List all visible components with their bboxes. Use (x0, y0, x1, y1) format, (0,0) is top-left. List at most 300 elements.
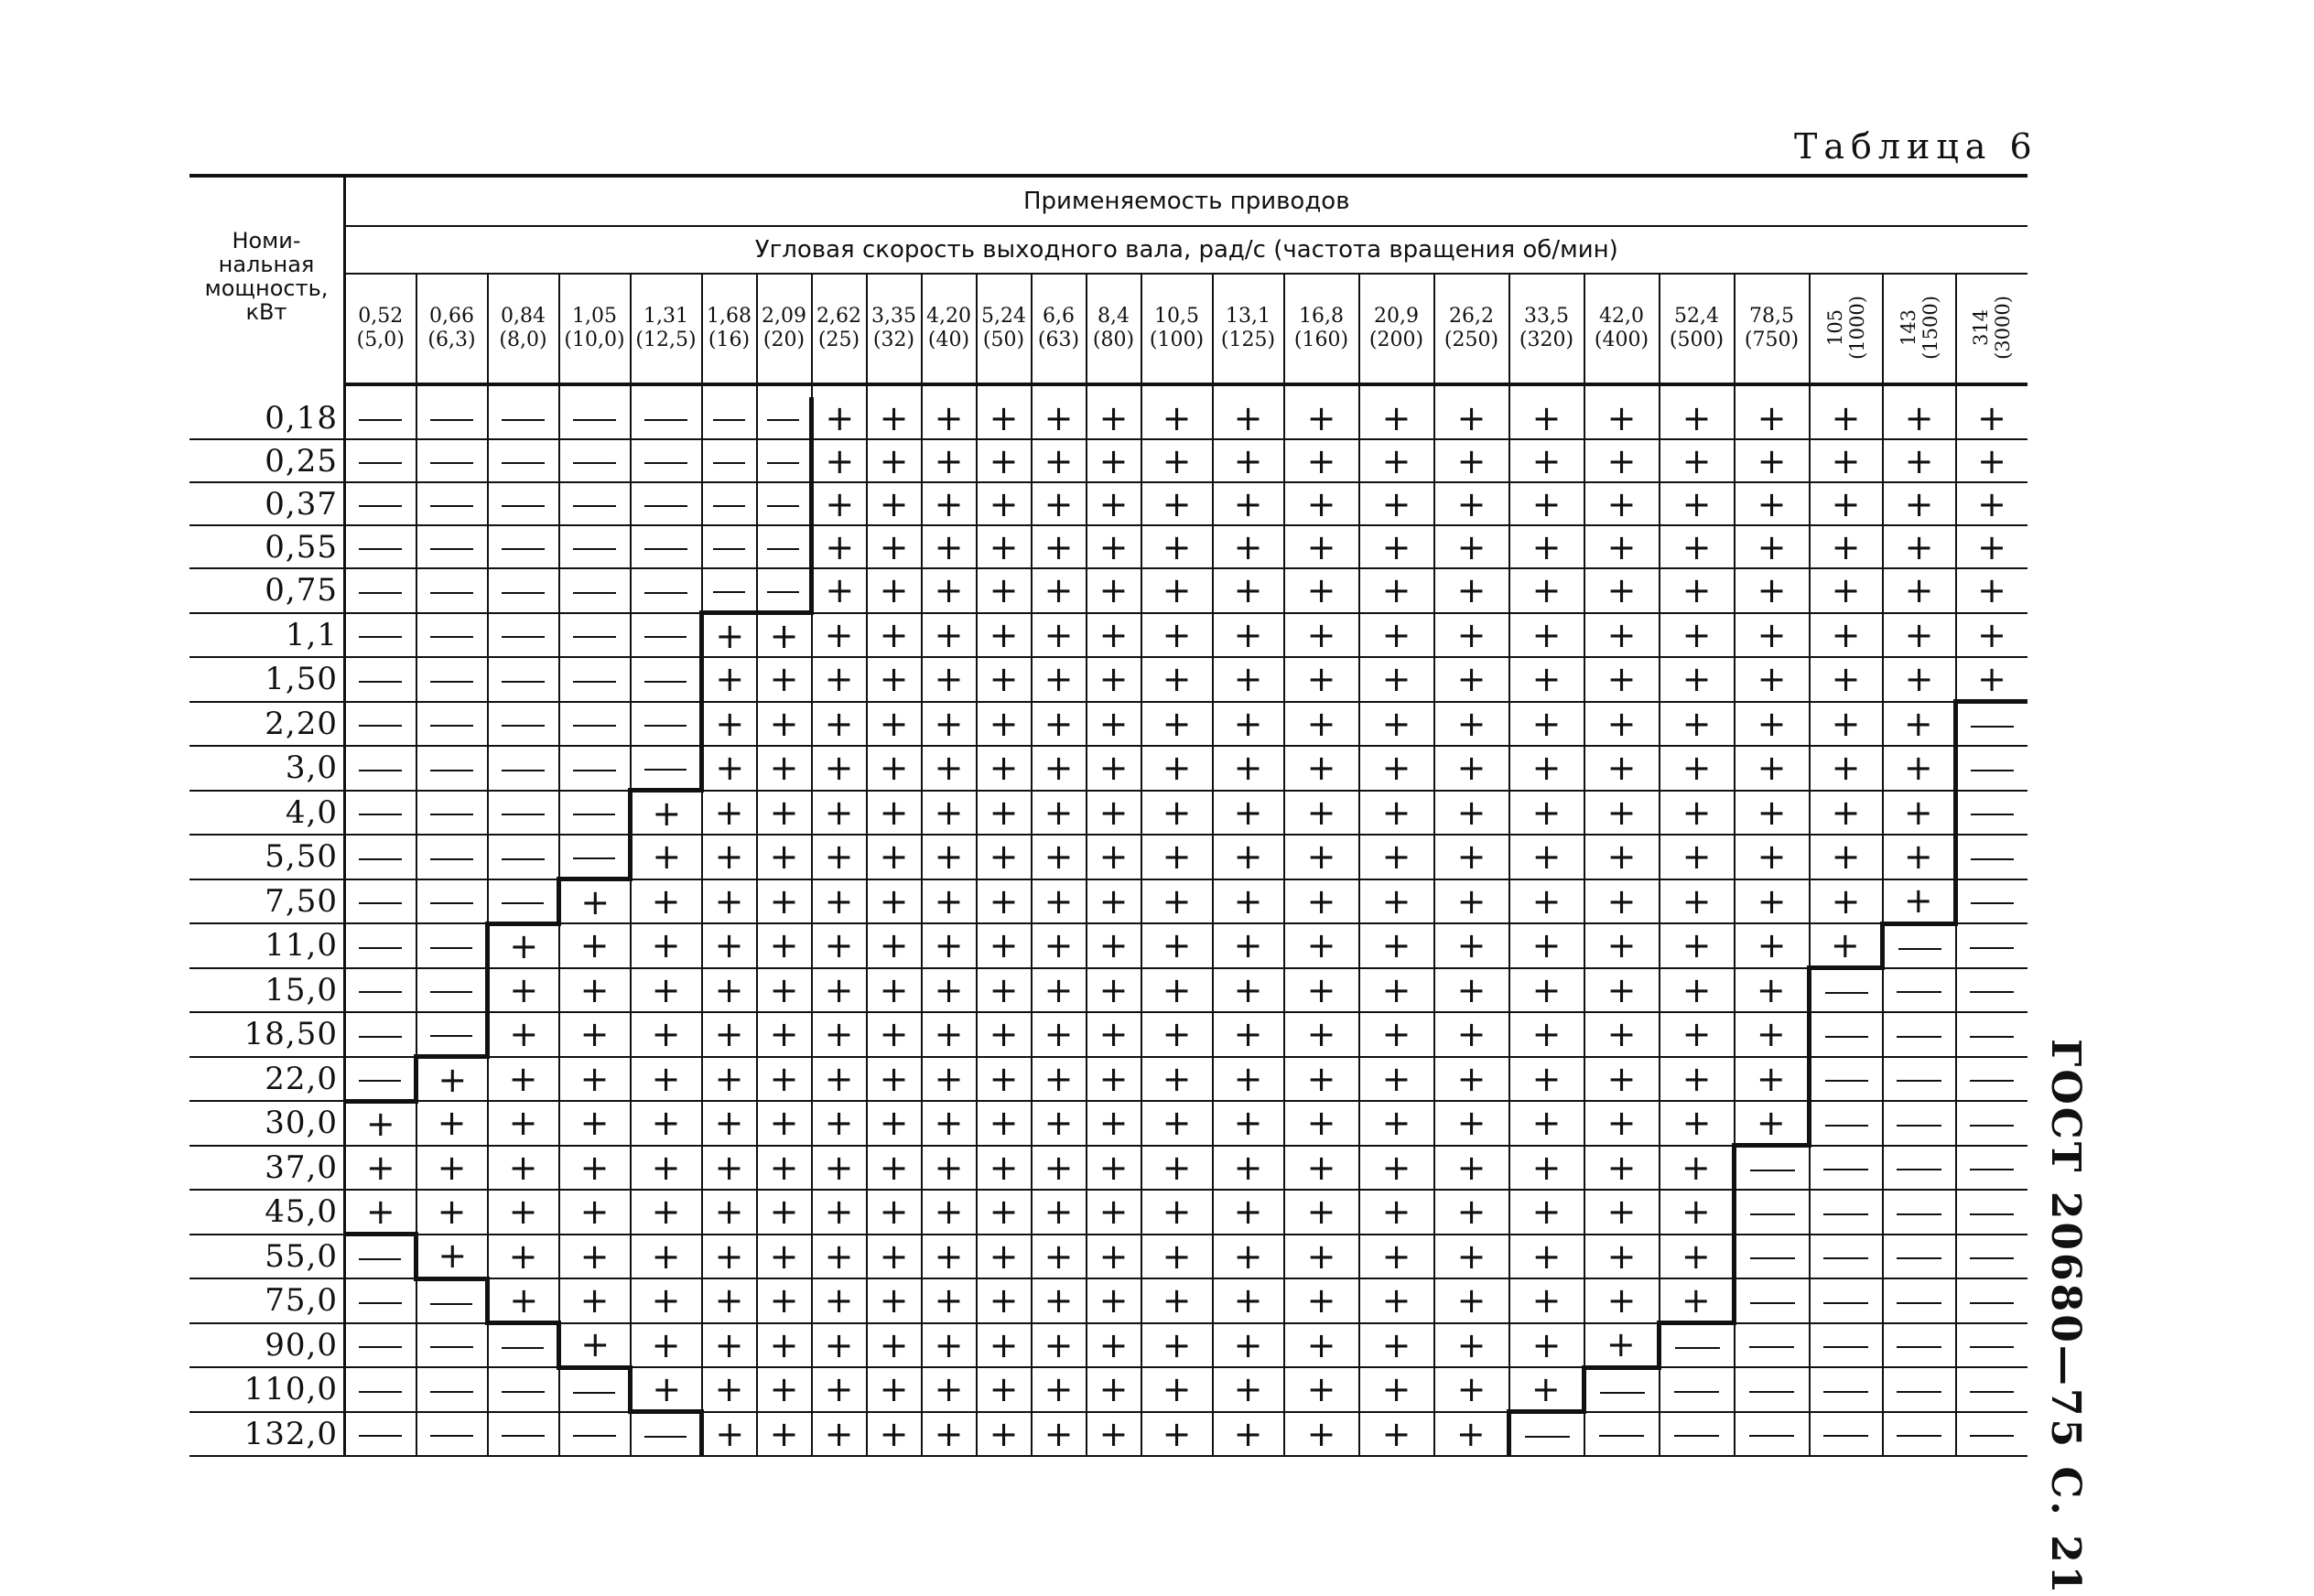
applicability-cell (1284, 746, 1359, 791)
plus-mark: + (1531, 748, 1562, 789)
table-row (189, 1146, 2027, 1191)
plus-mark: + (651, 1058, 681, 1099)
speed-column-header (922, 274, 977, 384)
applicability-cell (631, 568, 702, 613)
dash-mark (1971, 902, 2014, 904)
applicability-cell (559, 568, 631, 613)
applicability-cell (812, 968, 867, 1013)
dash-mark (502, 858, 545, 860)
plus-mark: + (1606, 1235, 1637, 1277)
plus-mark: + (1831, 659, 1861, 700)
plus-mark: + (365, 1147, 395, 1188)
plus-mark: + (1381, 1103, 1411, 1144)
power-value: 90,0 (189, 1323, 345, 1368)
plus-mark: + (1903, 880, 1933, 921)
dash-mark (1825, 992, 1868, 994)
applicability-cell (631, 613, 702, 658)
applicability-cell (812, 1146, 867, 1191)
plus-mark: + (1306, 1147, 1336, 1188)
plus-mark: + (1681, 836, 1712, 878)
applicability-cell (1359, 397, 1434, 439)
dash-mark (573, 814, 615, 815)
applicability-cell (416, 1367, 488, 1412)
applicability-cell (867, 923, 922, 968)
plus-mark: + (1531, 880, 1562, 922)
plus-mark: + (1043, 397, 1074, 438)
plus-mark: + (934, 570, 964, 611)
plus-mark: + (651, 880, 681, 922)
plus-mark: + (1531, 969, 1562, 1010)
applicability-cell (757, 1412, 812, 1457)
applicability-cell (1141, 568, 1213, 613)
dash-mark (502, 505, 545, 507)
applicability-cell (1883, 835, 1956, 879)
applicability-cell (1584, 1190, 1660, 1235)
applicability-cell (1213, 613, 1284, 658)
applicability-cell (1735, 1101, 1810, 1146)
plus-mark: + (1043, 1324, 1074, 1365)
applicability-cell (1584, 397, 1660, 439)
speed-column-label-line: (3000) (1992, 296, 2014, 360)
spacer-cell (1735, 384, 1810, 397)
plus-mark: + (714, 792, 744, 833)
table-row (189, 613, 2027, 658)
plus-mark: + (1681, 397, 1712, 438)
applicability-cell (1087, 1412, 1141, 1457)
plus-mark: + (1043, 792, 1074, 833)
applicability-cell (1087, 1235, 1141, 1279)
spacer-cell (1660, 384, 1735, 397)
plus-mark: + (1162, 1235, 1192, 1277)
plus-mark: + (1162, 483, 1192, 524)
applicability-cell (812, 746, 867, 791)
plus-mark: + (715, 615, 745, 656)
plus-mark: + (1098, 748, 1129, 789)
dash-mark (573, 770, 616, 771)
applicability-cell (1032, 439, 1087, 482)
plus-mark: + (1681, 659, 1712, 700)
plus-mark: + (1681, 748, 1712, 789)
applicability-cell (1284, 879, 1359, 924)
dash-mark (767, 548, 799, 550)
plus-mark: + (1757, 614, 1787, 655)
applicability-cell (559, 968, 631, 1013)
plus-mark: + (989, 880, 1019, 922)
applicability-cell (1434, 879, 1509, 924)
applicability-cell (977, 1146, 1032, 1191)
plus-mark: + (769, 880, 799, 922)
applicability-cell (1032, 568, 1087, 613)
applicability-cell (1810, 439, 1883, 482)
applicability-cell (1087, 791, 1141, 836)
applicability-cell (416, 968, 488, 1013)
plus-mark: + (1456, 483, 1487, 524)
applicability-cell (1956, 702, 2027, 747)
applicability-table-container (189, 174, 2027, 1457)
applicability-cell (1735, 657, 1810, 702)
speed-column-label (1824, 296, 1868, 360)
plus-mark: + (879, 1058, 909, 1099)
plus-mark: + (1098, 1014, 1129, 1055)
plus-mark: + (1306, 397, 1336, 438)
applicability-cell (867, 657, 922, 702)
applicability-cell (1032, 1146, 1087, 1191)
plus-mark: + (934, 659, 964, 700)
plus-mark: + (508, 1103, 538, 1144)
applicability-cell (1956, 439, 2027, 482)
applicability-cell (1735, 1323, 1810, 1368)
plus-mark: + (769, 1324, 799, 1365)
applicability-cell (1660, 482, 1735, 525)
applicability-cell (1213, 923, 1284, 968)
plus-mark: + (1456, 969, 1487, 1010)
applicability-cell (1141, 525, 1213, 568)
plus-mark: + (1043, 880, 1074, 922)
power-value: 3,0 (189, 746, 345, 791)
dash-mark (1897, 1435, 1941, 1437)
spacer-cell (1141, 384, 1213, 397)
applicability-cell (1956, 968, 2027, 1013)
spacer-cell (1087, 384, 1141, 397)
plus-mark: + (1162, 880, 1192, 922)
applicability-cell (1032, 1057, 1087, 1102)
speed-column-label-line: (1500) (1919, 296, 1941, 360)
dash-mark (502, 902, 544, 904)
applicability-cell (1032, 657, 1087, 702)
plus-mark: + (1306, 1058, 1336, 1099)
dash-mark (573, 725, 616, 727)
plus-mark: + (1977, 526, 2006, 567)
plus-mark: + (1531, 1014, 1562, 1055)
plus-mark: + (824, 1235, 854, 1277)
plus-mark: + (1904, 570, 1934, 611)
applicability-cell (1213, 482, 1284, 525)
applicability-cell (1141, 1190, 1213, 1235)
applicability-cell (702, 525, 757, 568)
dash-mark (430, 1303, 472, 1305)
table-row (189, 568, 2027, 613)
applicability-cell (1434, 746, 1509, 791)
applicability-cell (1032, 482, 1087, 525)
applicability-cell (1284, 923, 1359, 968)
applicability-cell (757, 702, 812, 747)
applicability-cell (1956, 879, 2027, 924)
plus-mark: + (1233, 969, 1263, 1010)
applicability-cell (922, 1235, 977, 1279)
applicability-cell (345, 657, 416, 702)
plus-mark: + (714, 1280, 744, 1321)
applicability-cell (1883, 923, 1956, 968)
applicability-cell (1359, 923, 1434, 968)
plus-mark: + (1606, 1192, 1637, 1233)
plus-mark: + (989, 397, 1019, 438)
dash-mark (767, 462, 799, 464)
plus-mark: + (1681, 925, 1712, 966)
applicability-cell (1032, 1190, 1087, 1235)
applicability-cell (1810, 1412, 1883, 1457)
applicability-cell (559, 835, 631, 879)
applicability-cell (1284, 657, 1359, 702)
plus-mark: + (879, 614, 909, 655)
plus-mark: + (714, 836, 744, 878)
applicability-cell (1087, 746, 1141, 791)
plus-mark: + (1977, 397, 2006, 438)
plus-mark: + (1681, 526, 1712, 567)
spacer-cell (559, 384, 631, 397)
applicability-cell (757, 1278, 812, 1323)
applicability-cell (1509, 525, 1584, 568)
plus-mark: + (769, 659, 799, 700)
applicability-cell (488, 1012, 559, 1057)
dash-mark (644, 419, 687, 421)
power-column-header-line: нальная (218, 252, 315, 277)
dash-mark (1970, 947, 2014, 949)
plus-mark: + (1306, 570, 1336, 611)
plus-mark: + (1831, 397, 1861, 438)
speed-column-header (1735, 274, 1810, 384)
applicability-cell (345, 1235, 416, 1279)
plus-mark: + (1233, 1235, 1263, 1277)
dash-mark (502, 725, 545, 727)
plus-mark: + (879, 483, 909, 524)
dash-mark (430, 681, 473, 683)
applicability-cell (1284, 1323, 1359, 1368)
applicability-cell (488, 1323, 559, 1368)
dash-mark (1675, 1347, 1720, 1349)
plus-mark: + (1381, 969, 1411, 1010)
applicability-cell (702, 923, 757, 968)
applicability-cell (345, 1323, 416, 1368)
applicability-cell (631, 968, 702, 1013)
applicability-cell (1660, 835, 1735, 879)
plus-mark: + (1098, 440, 1129, 481)
applicability-cell (631, 835, 702, 879)
dash-mark (644, 636, 687, 638)
table-row (189, 1278, 2027, 1323)
applicability-cell (812, 1323, 867, 1368)
plus-mark: + (1306, 1103, 1336, 1144)
dash-mark (502, 814, 545, 815)
applicability-cell (867, 568, 922, 613)
plus-mark: + (579, 1147, 610, 1188)
applicability-cell (1284, 791, 1359, 836)
speed-column-header (1810, 274, 1883, 384)
speed-column-label-line: (63) (1037, 329, 1080, 351)
applicability-cell (631, 1057, 702, 1102)
dash-mark (359, 947, 402, 949)
applicability-cell (1032, 702, 1087, 747)
applicability-cell (1956, 1190, 2027, 1235)
applicability-cell (1032, 1278, 1087, 1323)
dash-mark (1823, 1302, 1867, 1304)
dash-mark (713, 419, 746, 421)
dash-mark (502, 681, 545, 683)
plus-mark: + (1904, 526, 1934, 567)
plus-mark: + (1162, 925, 1192, 966)
plus-mark: + (989, 748, 1019, 789)
plus-mark: + (1098, 1058, 1129, 1099)
spacer-cell (1956, 384, 2027, 397)
dash-mark (1970, 1346, 2014, 1348)
applicability-cell (488, 1235, 559, 1279)
applicability-cell (1434, 657, 1509, 702)
applicability-cell (1735, 439, 1810, 482)
applicability-header: Применяемость приводов (345, 176, 2027, 226)
plus-mark: + (714, 1147, 744, 1188)
applicability-cell (757, 923, 812, 968)
applicability-cell (977, 482, 1032, 525)
plus-mark: + (934, 440, 964, 481)
plus-mark: + (1162, 614, 1192, 655)
applicability-cell (1735, 968, 1810, 1013)
applicability-cell (1213, 1101, 1284, 1146)
plus-mark: + (879, 440, 909, 481)
plus-mark: + (824, 1324, 854, 1365)
applicability-cell (867, 1012, 922, 1057)
applicability-cell (559, 1146, 631, 1191)
applicability-cell (559, 1190, 631, 1235)
plus-mark: + (989, 526, 1019, 567)
applicability-cell (559, 746, 631, 791)
plus-mark: + (1531, 836, 1562, 878)
applicability-cell (1660, 657, 1735, 702)
applicability-cell (488, 791, 559, 836)
applicability-cell (1660, 1012, 1735, 1057)
applicability-cell (922, 1190, 977, 1235)
applicability-cell (1883, 439, 1956, 482)
dash-mark (359, 636, 402, 638)
plus-mark: + (1456, 1192, 1487, 1233)
plus-mark: + (1043, 526, 1074, 567)
applicability-cell (559, 1012, 631, 1057)
dash-mark (1897, 1213, 1941, 1215)
applicability-cell (702, 1412, 757, 1457)
plus-mark: + (1098, 1103, 1129, 1144)
plus-mark: + (1098, 925, 1129, 966)
power-value: 1,50 (189, 657, 345, 702)
applicability-cell (345, 1190, 416, 1235)
table-row (189, 746, 2027, 791)
plus-mark: + (989, 792, 1019, 833)
plus-mark: + (825, 483, 855, 524)
applicability-cell (1810, 1367, 1883, 1412)
applicability-cell (1213, 1057, 1284, 1102)
plus-mark: + (989, 1014, 1019, 1055)
applicability-cell (1509, 1057, 1584, 1102)
speed-column-label-line: 33,5 (1524, 305, 1569, 328)
applicability-cell (631, 879, 702, 924)
applicability-cell (1434, 968, 1509, 1013)
plus-mark: + (1381, 397, 1411, 438)
speed-column-header (1434, 274, 1509, 384)
applicability-cell (1213, 1323, 1284, 1368)
plus-mark: + (1098, 659, 1129, 700)
applicability-cell (812, 1057, 867, 1102)
applicability-cell (1883, 1235, 1956, 1279)
applicability-cell (1956, 482, 2027, 525)
power-value: 15,0 (189, 968, 345, 1013)
applicability-cell (631, 1146, 702, 1191)
plus-mark: + (1456, 570, 1487, 611)
dash-mark (359, 1391, 402, 1393)
plus-mark: + (1531, 614, 1562, 655)
table-row (189, 439, 2027, 482)
spacer-cell (1584, 384, 1660, 397)
applicability-cell (1434, 1190, 1509, 1235)
applicability-cell (631, 657, 702, 702)
applicability-cell (416, 1323, 488, 1368)
applicability-cell (488, 1412, 559, 1457)
plus-mark: + (1531, 1280, 1562, 1321)
dash-mark (573, 505, 616, 507)
applicability-cell (757, 439, 812, 482)
speed-column-header (702, 274, 757, 384)
dash-mark (359, 770, 402, 771)
power-value: 1,1 (189, 613, 345, 658)
plus-mark: + (769, 748, 799, 789)
applicability-cell (1032, 1367, 1087, 1412)
plus-mark: + (1903, 703, 1933, 744)
applicability-cell (922, 397, 977, 439)
applicability-cell (867, 439, 922, 482)
applicability-cell (416, 1278, 488, 1323)
plus-mark: + (1043, 659, 1074, 700)
applicability-cell (1213, 746, 1284, 791)
plus-mark: + (1681, 1103, 1712, 1144)
applicability-cell (345, 923, 416, 968)
plus-mark: + (1233, 880, 1263, 922)
power-value: 0,25 (189, 439, 345, 482)
applicability-cell (1584, 1146, 1660, 1191)
plus-mark: + (579, 1014, 610, 1055)
applicability-cell (1584, 657, 1660, 702)
plus-mark: + (1456, 659, 1487, 700)
applicability-cell (1509, 568, 1584, 613)
power-value: 0,18 (189, 397, 345, 439)
plus-mark: + (1977, 658, 2006, 699)
dash-mark (359, 1036, 402, 1038)
plus-mark: + (1531, 659, 1562, 700)
applicability-cell (1213, 1412, 1284, 1457)
plus-mark: + (1606, 440, 1637, 481)
applicability-cell (702, 1012, 757, 1057)
applicability-cell (559, 1278, 631, 1323)
dash-mark (1970, 1169, 2014, 1170)
plus-mark: + (1098, 397, 1129, 438)
speed-column-label-line: (40) (927, 329, 970, 351)
applicability-cell (977, 397, 1032, 439)
applicability-cell (1032, 1235, 1087, 1279)
applicability-cell (1284, 1412, 1359, 1457)
dash-mark (1897, 1346, 1941, 1348)
applicability-cell (757, 1012, 812, 1057)
applicability-cell (345, 1101, 416, 1146)
applicability-cell (702, 1235, 757, 1279)
dash-mark (1971, 770, 2014, 771)
plus-mark: + (1756, 969, 1786, 1010)
dash-mark (1750, 1302, 1795, 1304)
applicability-cell (1032, 1101, 1087, 1146)
applicability-cell (1735, 1412, 1810, 1457)
applicability-cell (345, 968, 416, 1013)
speed-column-label-line: 2,62 (816, 305, 861, 328)
applicability-cell (867, 746, 922, 791)
applicability-cell (1213, 791, 1284, 836)
table-row (189, 525, 2027, 568)
applicability-cell (702, 1146, 757, 1191)
plus-mark: + (1306, 1280, 1336, 1321)
plus-mark: + (989, 1058, 1019, 1099)
